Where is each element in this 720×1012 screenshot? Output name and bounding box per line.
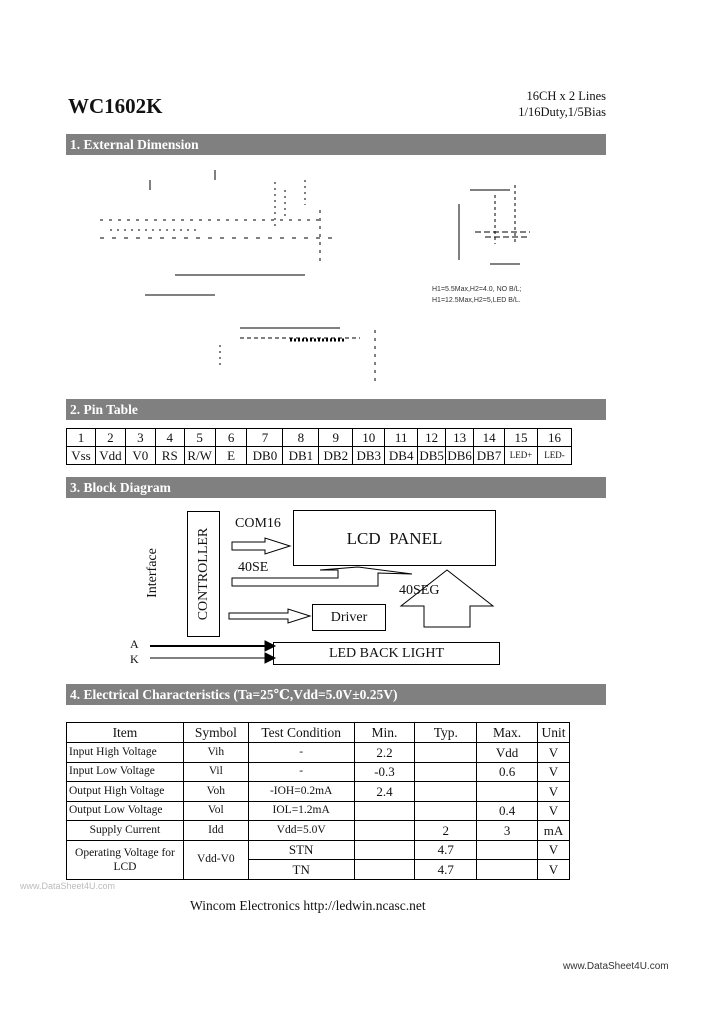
seg-arrow-1 <box>232 567 412 586</box>
condition-cell: IOL=1.2mA <box>248 801 354 821</box>
item-cell: Supply Current <box>67 821 184 841</box>
min-cell: -0.3 <box>354 762 415 782</box>
max-cell: Vdd <box>477 743 538 763</box>
section-pin-table: 2. Pin Table <box>66 399 606 420</box>
pin-name: DB4 <box>385 447 418 465</box>
typ-cell <box>415 801 477 821</box>
dimension-note-1: H1=5.5Max,H2=4.0, NO B/L; <box>432 286 522 293</box>
min-cell: 2.2 <box>354 743 415 763</box>
condition-cell: - <box>248 743 354 763</box>
pin-name: R/W <box>184 447 215 465</box>
lcd-panel-label: LCD PANEL <box>346 529 443 548</box>
condition-cell: STN <box>248 840 354 860</box>
com16-label: COM16 <box>235 516 281 531</box>
interface-label: Interface <box>145 548 160 598</box>
spec-line-1: 16CH x 2 Lines <box>526 89 606 103</box>
max-cell <box>477 860 538 880</box>
min-cell <box>354 801 415 821</box>
pin-name: E <box>215 447 247 465</box>
min-cell: 2.4 <box>354 782 415 802</box>
pin-name: DB3 <box>353 447 385 465</box>
table-row <box>67 840 570 860</box>
symbol-cell: Voh <box>183 782 248 802</box>
pin-name: LED- <box>537 447 571 465</box>
pin-number: 13 <box>446 429 474 447</box>
pin-number: 8 <box>283 429 319 447</box>
item-cell: Input High Voltage <box>67 743 184 763</box>
side-watermark: www.DataSheet4U.com <box>20 881 116 891</box>
item-cell: Output High Voltage <box>67 782 184 802</box>
symbol-cell: Vol <box>183 801 248 821</box>
typ-cell <box>415 743 477 763</box>
section-electrical-characteristics: 4. Electrical Characteristics (Ta=25℃,Vdd=5.0V±0.25V) <box>66 684 606 705</box>
anode-label: A <box>130 637 139 651</box>
typ-cell: 4.7 <box>415 840 477 860</box>
condition-cell: TN <box>248 860 354 880</box>
block-diagram-arrows <box>150 500 510 670</box>
header-item: Item <box>67 723 184 743</box>
header-max: Max. <box>477 723 538 743</box>
seg2-label: 40SEG <box>399 583 440 598</box>
item-cell: Operating Voltage for LCD <box>67 840 184 879</box>
unit-cell: V <box>537 743 569 763</box>
unit-cell: V <box>537 840 569 860</box>
item-cell: Output Low Voltage <box>67 801 184 821</box>
pin-name: V0 <box>125 447 155 465</box>
table-header-row <box>67 723 570 743</box>
unit-cell: V <box>537 782 569 802</box>
section-block-diagram: 3. Block Diagram <box>66 477 606 498</box>
min-cell <box>354 821 415 841</box>
com-arrow <box>232 538 290 554</box>
pin-name-row <box>67 447 572 465</box>
spec-line-2: 1/16Duty,1/5Bias <box>518 105 606 119</box>
item-cell: Input Low Voltage <box>67 762 184 782</box>
typ-cell <box>415 782 477 802</box>
pin-name: DB0 <box>247 447 283 465</box>
table-row <box>67 782 570 802</box>
pin-number: 10 <box>353 429 385 447</box>
header-symbol: Symbol <box>183 723 248 743</box>
pin-name: DB6 <box>447 448 472 463</box>
pin-name: Vss <box>67 447 96 465</box>
max-cell: 3 <box>477 821 538 841</box>
table-row <box>67 762 570 782</box>
max-cell <box>477 782 538 802</box>
model-title: WC1602K <box>68 94 163 118</box>
pin-number: 12 <box>418 429 446 447</box>
condition-cell: - <box>248 762 354 782</box>
controller-label: CONTROLLER <box>196 527 211 621</box>
min-cell <box>354 840 415 860</box>
condition-cell: Vdd=5.0V <box>248 821 354 841</box>
unit-cell: V <box>537 860 569 880</box>
pin-number: 14 <box>474 429 505 447</box>
max-cell <box>477 840 538 860</box>
driver-arrow <box>229 609 310 623</box>
max-cell: 0.4 <box>477 801 538 821</box>
pin-number: 3 <box>125 429 155 447</box>
pin-number: 5 <box>184 429 215 447</box>
pin-name: Vdd <box>95 447 125 465</box>
min-cell <box>354 860 415 880</box>
pin-name: LED+ <box>505 447 538 465</box>
driver-label: Driver <box>330 610 368 625</box>
header-unit: Unit <box>537 723 569 743</box>
header-typ: Typ. <box>415 723 477 743</box>
unit-cell: V <box>537 801 569 821</box>
unit-cell: mA <box>537 821 569 841</box>
backlight-label: LED BACK LIGHT <box>328 646 445 661</box>
max-cell: 0.6 <box>477 762 538 782</box>
pin-number-row <box>67 429 572 447</box>
table-row <box>67 743 570 763</box>
header-condition: Test Condition <box>248 723 354 743</box>
symbol-cell: Vdd-V0 <box>183 840 248 879</box>
dimension-drawing <box>90 160 610 395</box>
table-row <box>67 821 570 841</box>
pin-number: 1 <box>67 429 96 447</box>
pin-name: DB7 <box>474 447 505 465</box>
seg-arrow-2 <box>401 570 493 627</box>
cathode-label: K <box>130 652 139 666</box>
typ-cell <box>415 762 477 782</box>
symbol-cell: Vil <box>183 762 248 782</box>
pin-number: 9 <box>319 429 353 447</box>
typ-cell: 2 <box>415 821 477 841</box>
footer-company: Wincom Electronics http://ledwin.ncasc.net <box>190 898 426 913</box>
unit-cell: V <box>537 762 569 782</box>
pin-name: DB2 <box>319 447 353 465</box>
table-row <box>67 801 570 821</box>
condition-cell: -IOH=0.2mA <box>248 782 354 802</box>
electrical-table <box>66 722 570 880</box>
dimension-note-2: H1=12.5Max,H2=5,LED B/L. <box>432 297 521 304</box>
pin-table <box>66 428 572 465</box>
seg1-label: 40SE <box>238 560 269 575</box>
pin-number: 16 <box>537 429 571 447</box>
pin-name: DB5 <box>419 448 444 463</box>
typ-cell: 4.7 <box>415 860 477 880</box>
section-external-dimension: 1. External Dimension <box>66 134 606 155</box>
symbol-cell: Vih <box>183 743 248 763</box>
header-min: Min. <box>354 723 415 743</box>
pin-number: 15 <box>505 429 538 447</box>
pin-name: RS <box>155 447 184 465</box>
pin-number: 11 <box>385 429 418 447</box>
pin-name: DB1 <box>283 447 319 465</box>
footer-watermark: www.DataSheet4U.com <box>563 961 669 972</box>
pin-number: 4 <box>155 429 184 447</box>
pin-number: 2 <box>95 429 125 447</box>
pin-number: 6 <box>215 429 247 447</box>
pin-number: 7 <box>247 429 283 447</box>
symbol-cell: Idd <box>183 821 248 841</box>
